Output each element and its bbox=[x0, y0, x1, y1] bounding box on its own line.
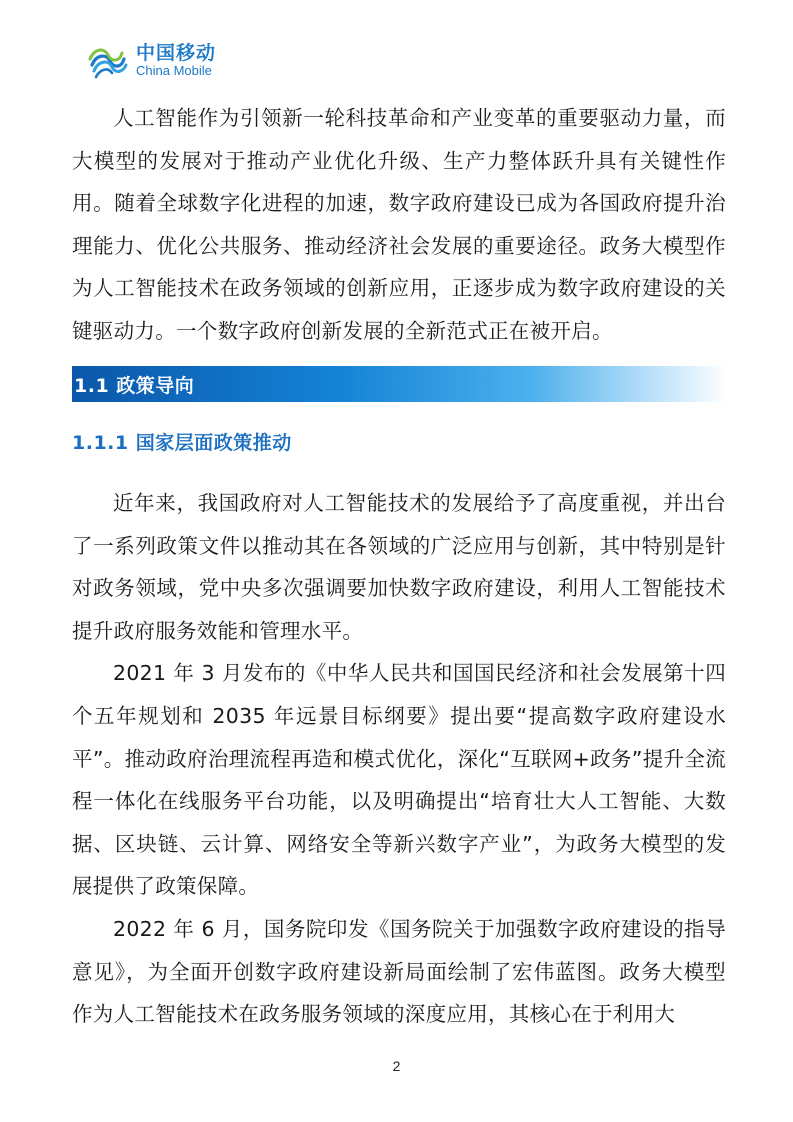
section-heading-bar bbox=[72, 366, 728, 402]
china-mobile-logo-icon bbox=[86, 39, 130, 83]
header-logo bbox=[86, 38, 216, 84]
body-paragraph-3: 2022 年 6 月，国务院印发《国务院关于加强数字政府建设的指导意见》，为全面开创数字政府建设新局面绘制了宏伟蓝图。政务大模型作为人工智能技术在政务服务领域的深度应用，其核心在于利用大 bbox=[72, 916, 726, 1027]
body-paragraph-2: 2021 年 3 月发布的《中华人民共和国国民经济和社会发展第十四个五年规划和 2035 年远景目标纲要》提出要“提高数字政府建设水平”。推动政府治理流程再造和模式优化，深化“互联网+政务”提升全流程一体化在线服务平台功能，以及明确提出“培育壮大人工智能、大数据、区块链、云计算、网络安全等新兴数字产业”，为政务大模型的发展提供了政策保障。 bbox=[72, 661, 726, 899]
intro-section bbox=[72, 97, 726, 353]
subsection-body bbox=[72, 482, 726, 1036]
subsection-heading: 1.1.1 国家层面政策推动 bbox=[72, 432, 292, 454]
logo-english-text: China Mobile bbox=[136, 63, 212, 79]
logo-chinese-text: 中国移动 bbox=[136, 42, 217, 65]
page-number: 2 bbox=[392, 1058, 401, 1074]
section-heading: 1.1 政策导向 bbox=[74, 374, 195, 397]
intro-paragraph: 人工智能作为引领新一轮科技革命和产业变革的重要驱动力量，而大模型的发展对于推动产业优化升级、生产力整体跃升具有关键性作用。随着全球数字化进程的加速，数字政府建设已成为各国政府提升治理能力、优化公共服务、推动经济社会发展的重要途径。政务大模型作为人工智能技术在政务领域的创新应用，正逐步成为数字政府建设的关键驱动力。一个数字政府创新发展的全新范式正在被开启。 bbox=[72, 106, 726, 343]
body-paragraph-1: 近年来，我国政府对人工智能技术的发展给予了高度重视，并出台了一系列政策文件以推动其在各领域的广泛应用与创新，其中特别是针对政务领域，党中央多次强调要加快数字政府建设，利用人工智能技术提升政府服务效能和管理水平。 bbox=[72, 491, 726, 643]
